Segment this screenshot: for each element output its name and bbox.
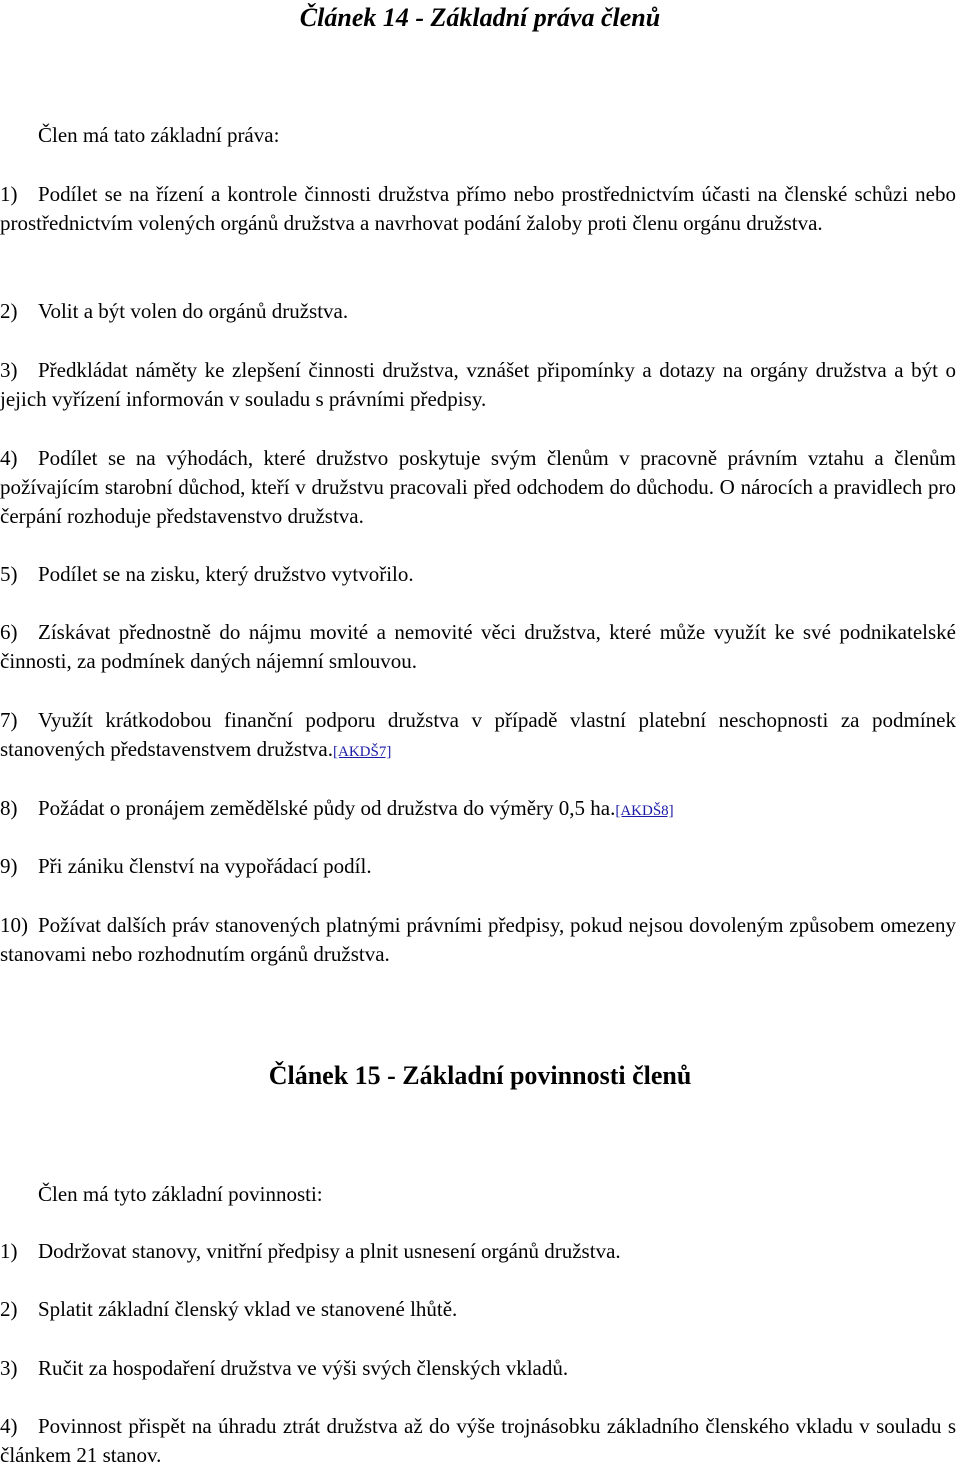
item-text: Splatit základní členský vklad ve stanovené lhůtě. xyxy=(38,1297,458,1321)
item-text: Požívat dalších práv stanovených platnými právními předpisy, pokud nejsou dovoleným způsobem omezeny stanovami nebo rozhodnutím orgánů družstva. xyxy=(0,913,956,966)
list-item xyxy=(0,444,956,531)
item-text: Při zániku členství na vypořádací podíl. xyxy=(38,854,372,878)
item-text: Požádat o pronájem zemědělské půdy od družstva do výměry 0,5 ha. xyxy=(38,796,616,820)
list-item xyxy=(0,706,956,767)
comment-reference-link[interactable]: [AKDŠ7] xyxy=(333,744,392,760)
list-item xyxy=(0,794,956,826)
list-item xyxy=(0,1412,956,1470)
list-item xyxy=(0,297,956,326)
list-item xyxy=(0,1237,956,1266)
item-number: 4) xyxy=(0,446,18,470)
list-item xyxy=(0,180,956,238)
list-item xyxy=(0,852,956,881)
item-number: 9) xyxy=(0,854,18,878)
list-item xyxy=(0,618,956,676)
item-number: 2) xyxy=(0,1297,18,1321)
list-item xyxy=(0,1354,956,1383)
item-number: 1) xyxy=(0,1239,18,1263)
item-text: Dodržovat stanovy, vnitřní předpisy a plnit usnesení orgánů družstva. xyxy=(38,1239,621,1263)
article-14-title: Článek 14 - Základní práva členů xyxy=(299,3,661,32)
item-text: Využít krátkodobou finanční podporu družstva v případě vlastní platební neschopnosti za podmínek stanovených představenstvem družstva. xyxy=(0,708,956,761)
article-15-intro: Člen má tyto základní povinnosti: xyxy=(38,1182,323,1206)
item-number: 3) xyxy=(0,358,18,382)
item-number: 5) xyxy=(0,562,18,586)
item-number: 6) xyxy=(0,620,18,644)
item-number: 10) xyxy=(0,913,28,937)
item-text: Volit a být volen do orgánů družstva. xyxy=(38,299,349,323)
list-item xyxy=(0,560,956,589)
list-item xyxy=(0,911,956,969)
list-item xyxy=(0,356,956,414)
item-text: Podílet se na výhodách, které družstvo poskytuje svým členům v pracovně právním vztahu a členům požívajícím starobní důchod, kteří v družstvu pracovali před odchodem do důchodu. O nárocích a pravidlech pro čerpání rozhoduje představenstvo družstva. xyxy=(0,446,956,528)
item-number: 2) xyxy=(0,299,18,323)
item-text: Předkládat náměty ke zlepšení činnosti družstva, vznášet připomínky a dotazy na orgány družstva a být o jejich vyřízení informován v souladu s právními předpisy. xyxy=(0,358,956,411)
item-text: Podílet se na řízení a kontrole činnosti družstva přímo nebo prostřednictvím účasti na členské schůzi nebo prostřednictvím volených orgánů družstva a navrhovat podání žaloby proti členu orgánu družstva. xyxy=(0,182,956,235)
article-15-title: Článek 15 - Základní povinnosti členů xyxy=(268,1061,692,1090)
item-number: 3) xyxy=(0,1356,18,1380)
article-14-intro: Člen má tato základní práva: xyxy=(38,123,280,147)
item-number: 8) xyxy=(0,796,18,820)
item-text: Získávat přednostně do nájmu movité a nemovité věci družstva, které může využít ke své podnikatelské činnosti, za podmínek daných nájemní smlouvou. xyxy=(0,620,956,673)
comment-reference-link[interactable]: [AKDŠ8] xyxy=(615,803,674,819)
item-text: Podílet se na zisku, který družstvo vytvořilo. xyxy=(38,562,414,586)
item-number: 1) xyxy=(0,182,18,206)
item-number: 4) xyxy=(0,1414,18,1438)
item-text: Povinnost přispět na úhradu ztrát družstva až do výše trojnásobku základního členského vkladu v souladu s článkem 21 stanov. xyxy=(0,1414,956,1467)
item-text: Ručit za hospodaření družstva ve výši svých členských vkladů. xyxy=(38,1356,569,1380)
list-item xyxy=(0,1295,956,1324)
item-number: 7) xyxy=(0,708,18,732)
